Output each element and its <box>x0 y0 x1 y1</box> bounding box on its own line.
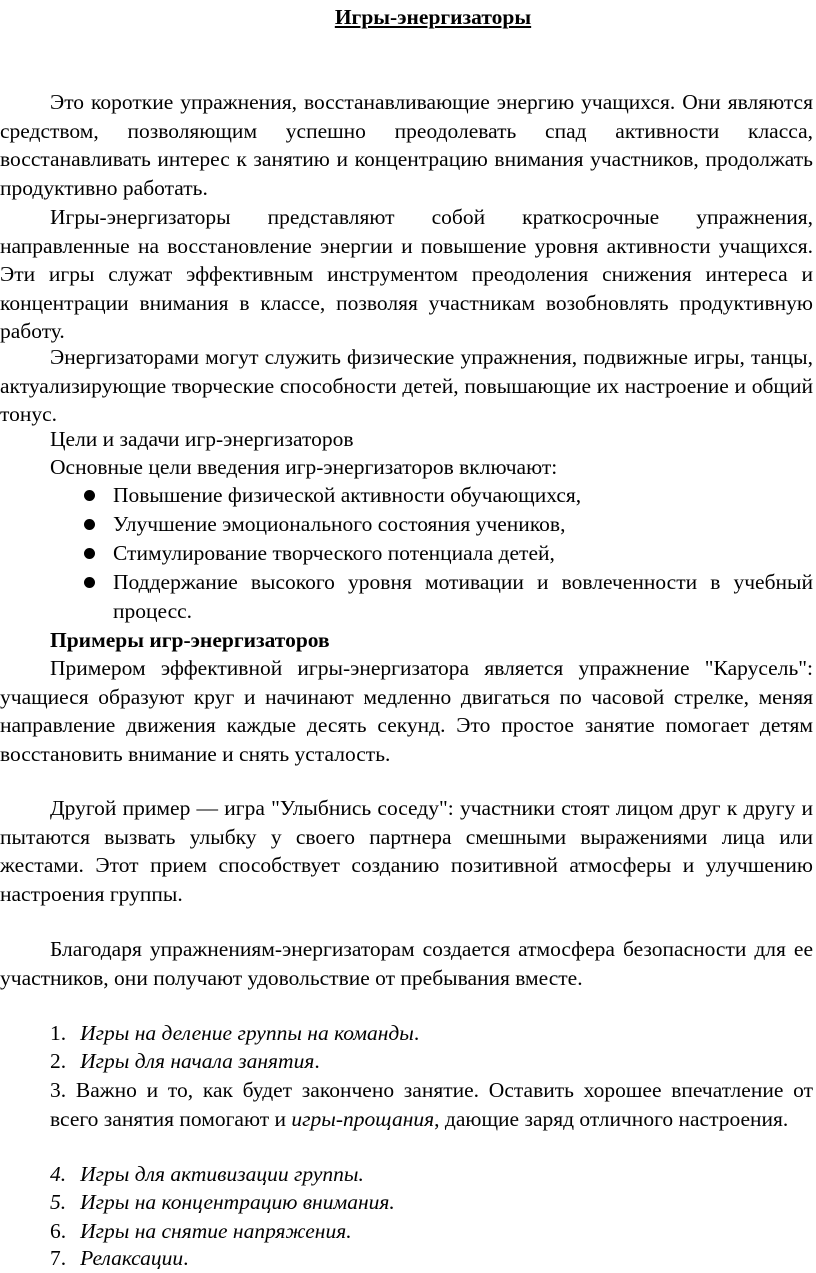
list-text: Релаксации <box>80 1246 184 1270</box>
paragraph-intro-2: Игры-энергизаторы представляют собой краткосрочные упражнения, направленные на восстановление энергии и повышение уровня активности учащихся. Эти игры служат эффективным инструментом преодоления снижения интереса и концентрации внимания в классе, позволяя участникам возобновлять продуктивную работу. <box>0 205 813 344</box>
list-number: 7. <box>50 1246 67 1270</box>
list-item <box>50 1188 395 1217</box>
goal-item: Стимулирование творческого потенциала детей, <box>113 541 555 565</box>
list-text-italic: игры-прощания <box>291 1106 435 1131</box>
bullet-icon <box>84 490 95 501</box>
paragraph-example-1: Примером эффективной игры-энергизатора является упражнение "Карусель": учащиеся образуют круг и начинают медленно двигаться по часовой стрелке, меняя направление движения каждые десять секунд. Это простое занятие помогает детям восстановить внимание и снять усталость. <box>0 656 813 766</box>
list-item <box>50 1047 320 1076</box>
bullet-icon <box>84 577 95 588</box>
list-number: 4. <box>50 1162 67 1186</box>
list-number: 2. <box>50 1049 67 1073</box>
list-text: Игры на снятие напряжения. <box>80 1219 352 1243</box>
page-title: Игры-энергизаторы <box>334 5 532 29</box>
list-item <box>50 1244 188 1273</box>
examples-heading: Примеры игр-энергизаторов <box>50 628 330 652</box>
list-item <box>50 1160 364 1189</box>
list-text: Игры на деление группы на команды <box>80 1021 414 1045</box>
list-item <box>50 1217 352 1246</box>
list-number: 5. <box>50 1190 67 1214</box>
goal-item: Поддержание высокого уровня мотивации и вовлеченности в учебный процесс. <box>113 570 813 623</box>
list-text: Игры на концентрацию внимания. <box>80 1190 395 1214</box>
list-end: . <box>183 1246 189 1270</box>
list-number: 1. <box>50 1021 67 1045</box>
list-text: Игры для начала занятия <box>80 1049 315 1073</box>
paragraph-intro-1: Это короткие упражнения, восстанавливающие энергию учащихся. Они являются средством, позволяющим успешно преодолевать спад активности класса, восстанавливать интерес к занятию и концентрацию внимания участников, продолжать продуктивно работать. <box>0 90 813 200</box>
list-end: . <box>314 1049 320 1073</box>
paragraph-example-2: Другой пример — игра "Улыбнись соседу": участники стоят лицом друг к другу и пытаются вызвать улыбку у своего партнера смешными выражениями лица или жестами. Этот прием способствует созданию позитивной атмосферы и улучшению настроения группы. <box>0 796 813 906</box>
list-end: . <box>413 1021 420 1045</box>
paragraph-intro-3: Энергизаторами могут служить физические упражнения, подвижные игры, танцы, актуализирующие творческие способности детей, повышающие их настроение и общий тонус. <box>0 345 813 427</box>
list-text: , дающие заряд отличного настроения. <box>434 1106 789 1131</box>
bullet-icon <box>84 548 95 559</box>
list-text: Игры для активизации группы. <box>80 1162 364 1186</box>
list-item <box>50 1019 419 1048</box>
goal-item: Повышение физической активности обучающихся, <box>113 483 582 507</box>
list-text: 3. Важно и то, как будет закончено занятие. Оставить хорошее впечатление от всего занятия помогают и <box>50 1078 813 1131</box>
bullet-icon <box>84 519 95 530</box>
paragraph-example-3: Благодаря упражнениям-энергизаторам создается атмосфера безопасности для ее участников, они получают удовольствие от пребывания вместе. <box>0 937 813 990</box>
list-item <box>50 1076 813 1133</box>
goals-intro: Основные цели введения игр-энергизаторов включают: <box>50 455 558 479</box>
goal-item: Улучшение эмоционального состояния учеников, <box>113 512 566 536</box>
list-number: 6. <box>50 1219 67 1243</box>
goals-heading: Цели и задачи игр-энергизаторов <box>50 427 354 451</box>
